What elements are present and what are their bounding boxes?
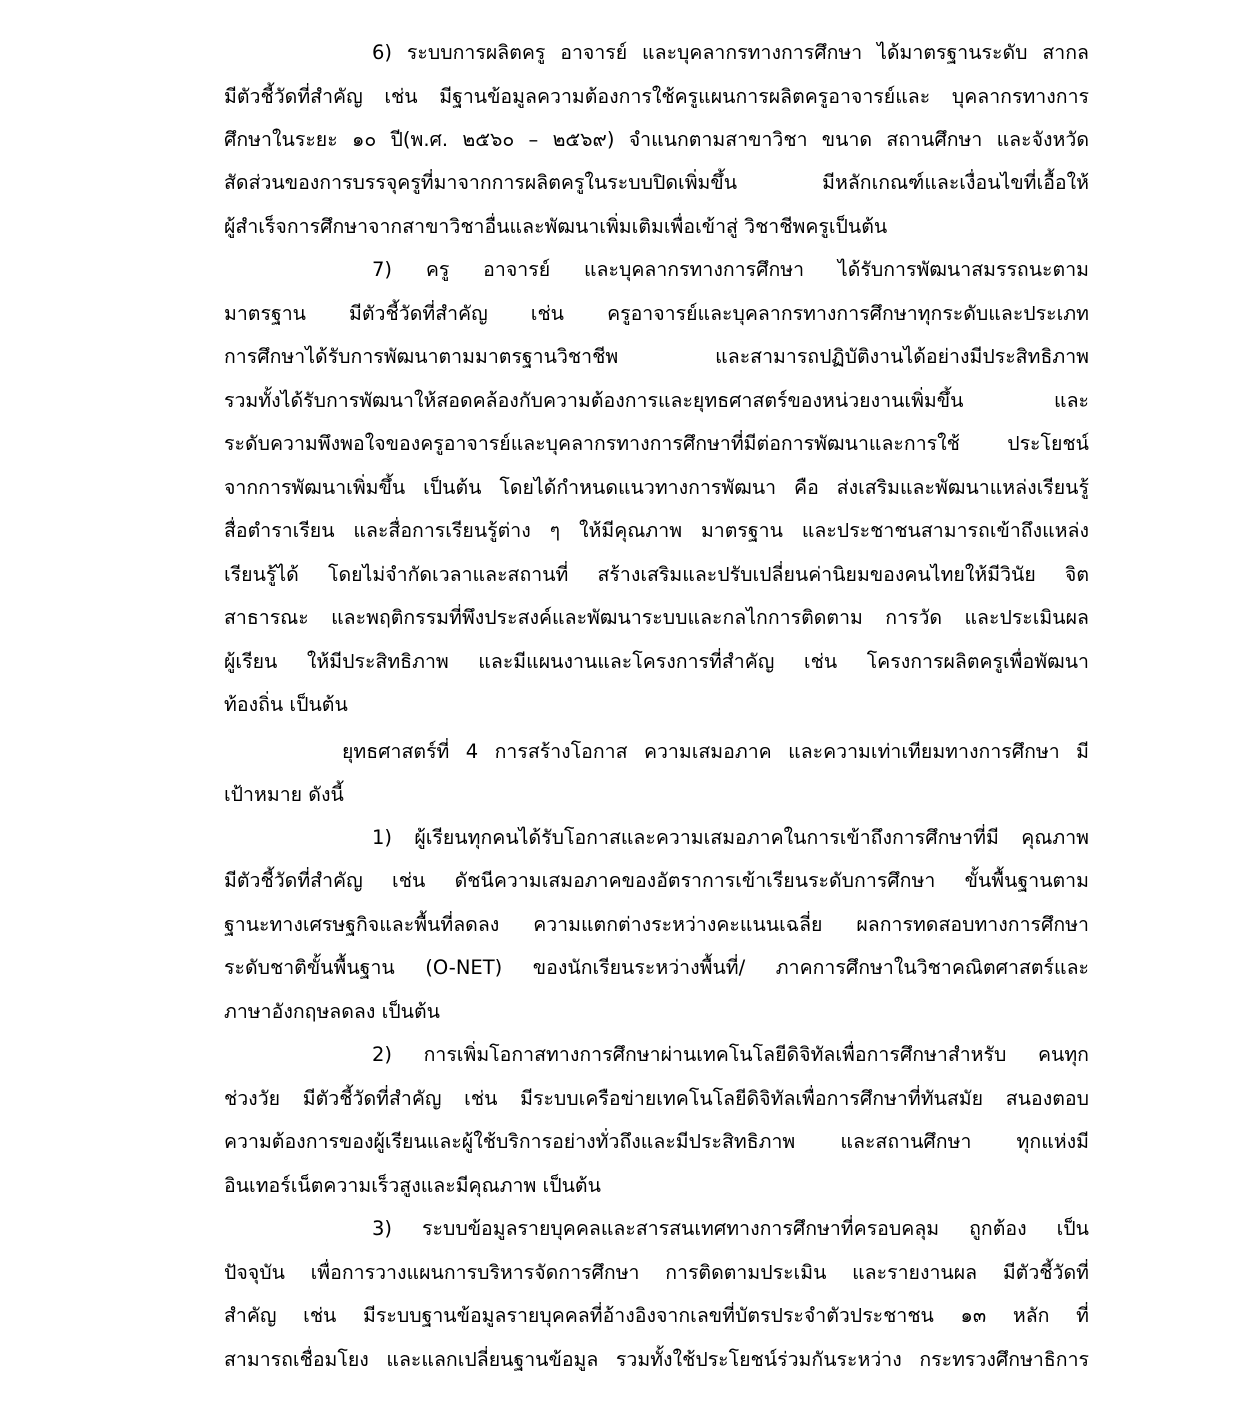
text-line: เป้าหมาย ดังนี้ [224,783,344,806]
text-line: ฐานะทางเศรษฐกิจและพื้นที่ลดลง ความแตกต่างระหว่างคะแนนเฉลี่ย ผลการทดสอบทางการศึกษา [224,913,1089,936]
text-line: สื่อตำราเรียน และสื่อการเรียนรู้ต่าง ๆ ให้มีคุณภาพ มาตรฐาน และประชาชนสามารถเข้าถึงแหล่ง [224,519,1089,542]
text-line: จากการพัฒนาเพิ่มขึ้น เป็นต้น โดยได้กำหนดแนวทางการพัฒนา คือ ส่งเสริมและพัฒนาแหล่งเรียนรู้ [224,476,1089,499]
text-line: ผู้สำเร็จการศึกษาจากสาขาวิชาอื่นและพัฒนาเพิ่มเติมเพื่อเข้าสู่ วิชาชีพครูเป็นต้น [224,215,888,238]
text-line: สัดส่วนของการบรรจุครูที่มาจากการผลิตครูในระบบปิดเพิ่มขึ้น มีหลักเกณฑ์และเงื่อนไขที่เอื้อให้ [224,171,1089,194]
text-line: ระดับความพึงพอใจของครูอาจารย์และบุคลากรทางการศึกษาที่มีต่อการพัฒนาและการใช้ ประโยชน์ [224,432,1089,455]
text-line: 3) ระบบข้อมูลรายบุคคลและสารสนเทศทางการศึกษาที่ครอบคลุม ถูกต้อง เป็น [372,1217,1089,1240]
text-line: อินเทอร์เน็ตความเร็วสูงและมีคุณภาพ เป็นต้น [224,1174,601,1197]
text-line: มีตัวชี้วัดที่สำคัญ เช่น ดัชนีความเสมอภาคของอัตราการเข้าเรียนระดับการศึกษา ขั้นพื้นฐานตาม [224,869,1089,892]
text-line: การศึกษาได้รับการพัฒนาตามมาตรฐานวิชาชีพ และสามารถปฏิบัติงานได้อย่างมีประสิทธิภาพ [224,345,1089,368]
text-line: รวมทั้งได้รับการพัฒนาให้สอดคล้องกับความต้องการและยุทธศาสตร์ของหน่วยงานเพิ่มขึ้น และ [224,389,1089,412]
text-line: ยุทธศาสตร์ที่ 4 การสร้างโอกาส ความเสมอภาค และความเท่าเทียมทางการศึกษา มี [342,740,1089,763]
text-line: ความต้องการของผู้เรียนและผู้ใช้บริการอย่างทั่วถึงและมีประสิทธิภาพ และสถานศึกษา ทุกแห่งมี [224,1130,1089,1153]
text-line: ภาษาอังกฤษลดลง เป็นต้น [224,1000,440,1023]
text-line: ปัจจุบัน เพื่อการวางแผนการบริหารจัดการศึกษา การติดตามประเมิน และรายงานผล มีตัวชี้วัดที่ [224,1261,1089,1284]
text-line: เรียนรู้ได้ โดยไม่จำกัดเวลาและสถานที่ สร้างเสริมและปรับเปลี่ยนค่านิยมของคนไทยให้มีวินัย จิต [224,563,1089,586]
text-line: สาธารณะ และพฤติกรรมที่พึงประสงค์และพัฒนาระบบและกลไกการติดตาม การวัด และประเมินผล [224,606,1089,629]
text-line: ช่วงวัย มีตัวชี้วัดที่สำคัญ เช่น มีระบบเครือข่ายเทคโนโลยีดิจิทัลเพื่อการศึกษาที่ทันสมัย สนองตอบ [224,1087,1089,1110]
text-line: ท้องถิ่น เป็นต้น [224,693,348,716]
text-line: มาตรฐาน มีตัวชี้วัดที่สำคัญ เช่น ครูอาจารย์และบุคลากรทางการศึกษาทุกระดับและประเภท [224,302,1089,325]
text-line: ระดับชาติขั้นพื้นฐาน (O-NET) ของนักเรียนระหว่างพื้นที่/ ภาคการศึกษาในวิชาคณิตศาสตร์และ [224,956,1089,979]
text-line: มีตัวชี้วัดที่สำคัญ เช่น มีฐานข้อมูลความต้องการใช้ครูแผนการผลิตครูอาจารย์และ บุคลากรทางการ [224,85,1089,108]
text-line: สำคัญ เช่น มีระบบฐานข้อมูลรายบุคคลที่อ้างอิงจากเลขที่บัตรประจำตัวประชาชน ๑๓ หลัก ที่ [224,1304,1089,1327]
text-line: 7) ครู อาจารย์ และบุคลากรทางการศึกษา ได้รับการพัฒนาสมรรถนะตาม [372,258,1089,281]
text-line: 2) การเพิ่มโอกาสทางการศึกษาผ่านเทคโนโลยีดิจิทัลเพื่อการศึกษาสำหรับ คนทุก [372,1043,1089,1066]
text-line: 1) ผู้เรียนทุกคนได้รับโอกาสและความเสมอภาคในการเข้าถึงการศึกษาที่มี คุณภาพ [372,826,1089,849]
text-line: ผู้เรียน ให้มีประสิทธิภาพ และมีแผนงานและโครงการที่สำคัญ เช่น โครงการผลิตครูเพื่อพัฒนา [224,650,1089,673]
text-line: 6) ระบบการผลิตครู อาจารย์ และบุคลากรทางการศึกษา ได้มาตรฐานระดับ สากล [372,41,1089,64]
text-line: สามารถเชื่อมโยง และแลกเปลี่ยนฐานข้อมูล รวมทั้งใช้ประโยชน์ร่วมกันระหว่าง กระทรวงศึกษาธิการ [224,1348,1089,1371]
text-line: ศึกษาในระยะ ๑๐ ปี(พ.ศ. ๒๕๖๐ – ๒๕๖๙) จำแนกตามสาขาวิชา ขนาด สถานศึกษา และจังหวัด [224,128,1089,151]
